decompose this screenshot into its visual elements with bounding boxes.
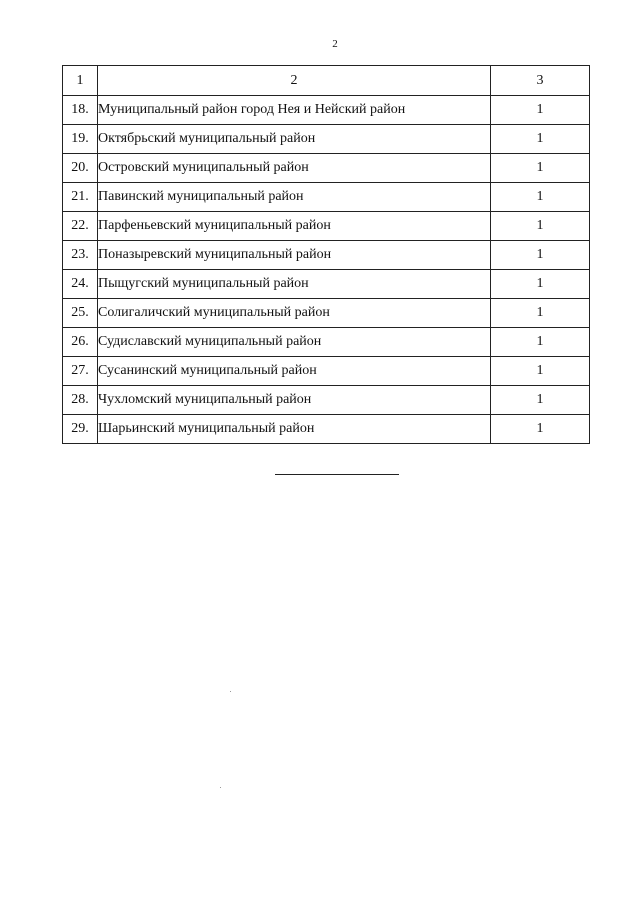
quantity-cell: 1	[491, 415, 590, 444]
quantity-cell: 1	[491, 154, 590, 183]
column-header-name: 2	[98, 66, 491, 96]
row-number: 23.	[63, 241, 98, 270]
district-name: Павинский муниципальный район	[98, 183, 491, 212]
district-name: Островский муниципальный район	[98, 154, 491, 183]
quantity-cell: 1	[491, 357, 590, 386]
table-row	[63, 241, 590, 270]
table-header-row	[63, 66, 590, 96]
row-number: 18.	[63, 96, 98, 125]
district-name: Октябрьский муниципальный район	[98, 125, 491, 154]
page-number: 2	[332, 38, 338, 50]
table-row	[63, 270, 590, 299]
row-number: 28.	[63, 386, 98, 415]
row-number: 26.	[63, 328, 98, 357]
district-name: Поназыревский муниципальный район	[98, 241, 491, 270]
district-name: Солигаличский муниципальный район	[98, 299, 491, 328]
districts-table	[62, 65, 590, 444]
quantity-cell: 1	[491, 270, 590, 299]
table-row	[63, 357, 590, 386]
quantity-cell: 1	[491, 299, 590, 328]
table-row	[63, 154, 590, 183]
scan-speck	[220, 787, 221, 788]
table-row	[63, 125, 590, 154]
row-number: 27.	[63, 357, 98, 386]
district-name: Чухломский муниципальный район	[98, 386, 491, 415]
table-row	[63, 212, 590, 241]
district-name: Судиславский муниципальный район	[98, 328, 491, 357]
row-number: 24.	[63, 270, 98, 299]
quantity-cell: 1	[491, 241, 590, 270]
table-row	[63, 183, 590, 212]
table-row	[63, 299, 590, 328]
table-row	[63, 386, 590, 415]
row-number: 21.	[63, 183, 98, 212]
quantity-cell: 1	[491, 212, 590, 241]
table-row	[63, 415, 590, 444]
quantity-cell: 1	[491, 96, 590, 125]
district-name: Парфеньевский муниципальный район	[98, 212, 491, 241]
row-number: 25.	[63, 299, 98, 328]
district-name: Пыщугский муниципальный район	[98, 270, 491, 299]
quantity-cell: 1	[491, 125, 590, 154]
district-name: Сусанинский муниципальный район	[98, 357, 491, 386]
quantity-cell: 1	[491, 183, 590, 212]
row-number: 19.	[63, 125, 98, 154]
quantity-cell: 1	[491, 328, 590, 357]
column-header-quantity: 3	[491, 66, 590, 96]
quantity-cell: 1	[491, 386, 590, 415]
column-header-number: 1	[63, 66, 98, 96]
row-number: 29.	[63, 415, 98, 444]
scan-speck	[230, 691, 231, 692]
district-name: Муниципальный район город Нея и Нейский район	[98, 96, 491, 125]
closing-divider	[275, 474, 399, 475]
district-name: Шарьинский муниципальный район	[98, 415, 491, 444]
table-row	[63, 96, 590, 125]
row-number: 22.	[63, 212, 98, 241]
row-number: 20.	[63, 154, 98, 183]
table-row	[63, 328, 590, 357]
